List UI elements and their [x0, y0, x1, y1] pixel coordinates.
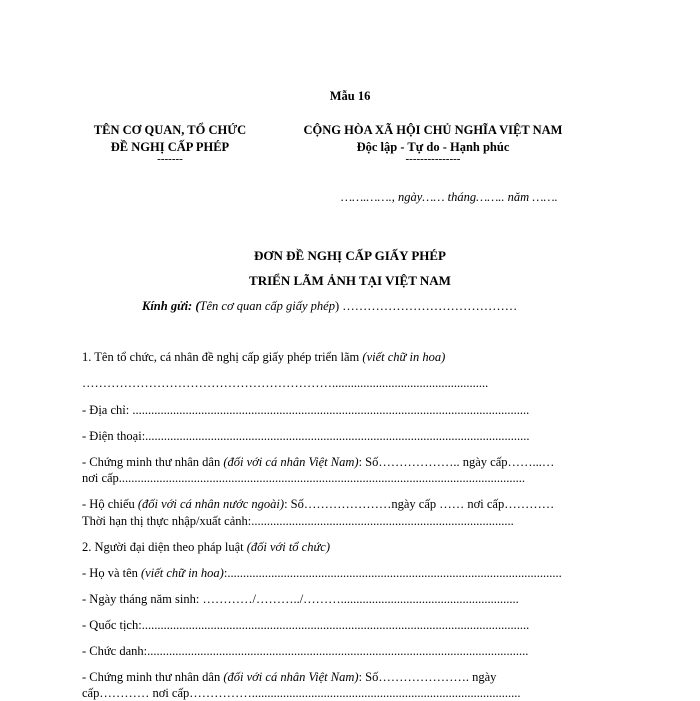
section1-phone: - Điện thoại:...........................................................................................................................: [82, 429, 530, 443]
section1-name-dots: ……………………………………………………..................................................: [82, 376, 489, 390]
section2-heading: 2. Người đại diện theo pháp luật (đối với tổ chức): [82, 540, 331, 554]
form-number: Mẫu 16: [329, 89, 371, 103]
section2-position: - Chức danh:..........................................................................................................................: [82, 644, 529, 658]
form-title-line1: ĐƠN ĐỀ NGHỊ CẤP GIẤY PHÉP: [254, 248, 446, 263]
org-name-label: TÊN CƠ QUAN, TỔ CHỨC: [93, 123, 247, 137]
section1-visa: Thời hạn thị thực nhập/xuất cảnh:....................................................................................: [82, 514, 514, 528]
recipient-tail: ) ……………………………………: [334, 299, 518, 313]
section2-nationality: - Quốc tịch:............................................................................................................................: [82, 618, 530, 632]
section1-heading-note: (viết chữ in hoa): [362, 350, 446, 364]
recipient-line: [142, 299, 517, 314]
recipient-placeholder: Tên cơ quan cấp giấy phép: [199, 299, 335, 313]
national-motto: Độc lập - Tự do - Hạnh phúc: [356, 140, 510, 154]
section1-id-card: - Chứng minh thư nhân dân (đối với cá nhân Việt Nam): Số……………….. ngày cấp……...…: [82, 455, 555, 469]
date-line: …….……., ngày…… tháng…….. năm …….: [341, 190, 558, 204]
org-request-label: ĐỀ NGHỊ CẤP PHÉP: [110, 140, 230, 154]
national-title: CỘNG HÒA XÃ HỘI CHỦ NGHĨA VIỆT NAM: [303, 123, 563, 137]
section2-heading-note: (đối với tổ chức): [246, 540, 331, 554]
recipient-label: Kính gửi: (: [142, 299, 200, 313]
section2-id-card: - Chứng minh thư nhân dân (đối với cá nhân Việt Nam): Số…………………. ngày: [82, 670, 497, 684]
section2-dob: - Ngày tháng năm sinh: …………/………../……….........................................................: [82, 592, 519, 606]
header-right-rule: ---------------: [405, 153, 461, 165]
section1-heading: 1. Tên tổ chức, cá nhân đề nghị cấp giấy phép triển lãm (viết chữ in hoa): [82, 350, 446, 364]
section2-id-card-place: cấp………… nơi cấp……………......................................................................................: [82, 686, 521, 700]
form-title-line2: TRIỂN LÃM ẢNH TẠI VIỆT NAM: [249, 273, 451, 288]
section1-address: - Địa chỉ: ...............................................................................................................................: [82, 403, 530, 417]
section2-name: - Họ và tên (viết chữ in hoa):...........................................................................................................: [82, 566, 562, 580]
header-left-rule: -------: [157, 153, 183, 165]
section1-passport: - Hộ chiếu (đối với cá nhân nước ngoài): Số…………………ngày cấp …… nơi cấp…………: [82, 497, 555, 511]
section1-id-card-place: nơi cấp..................................................................................................................................: [82, 471, 526, 485]
